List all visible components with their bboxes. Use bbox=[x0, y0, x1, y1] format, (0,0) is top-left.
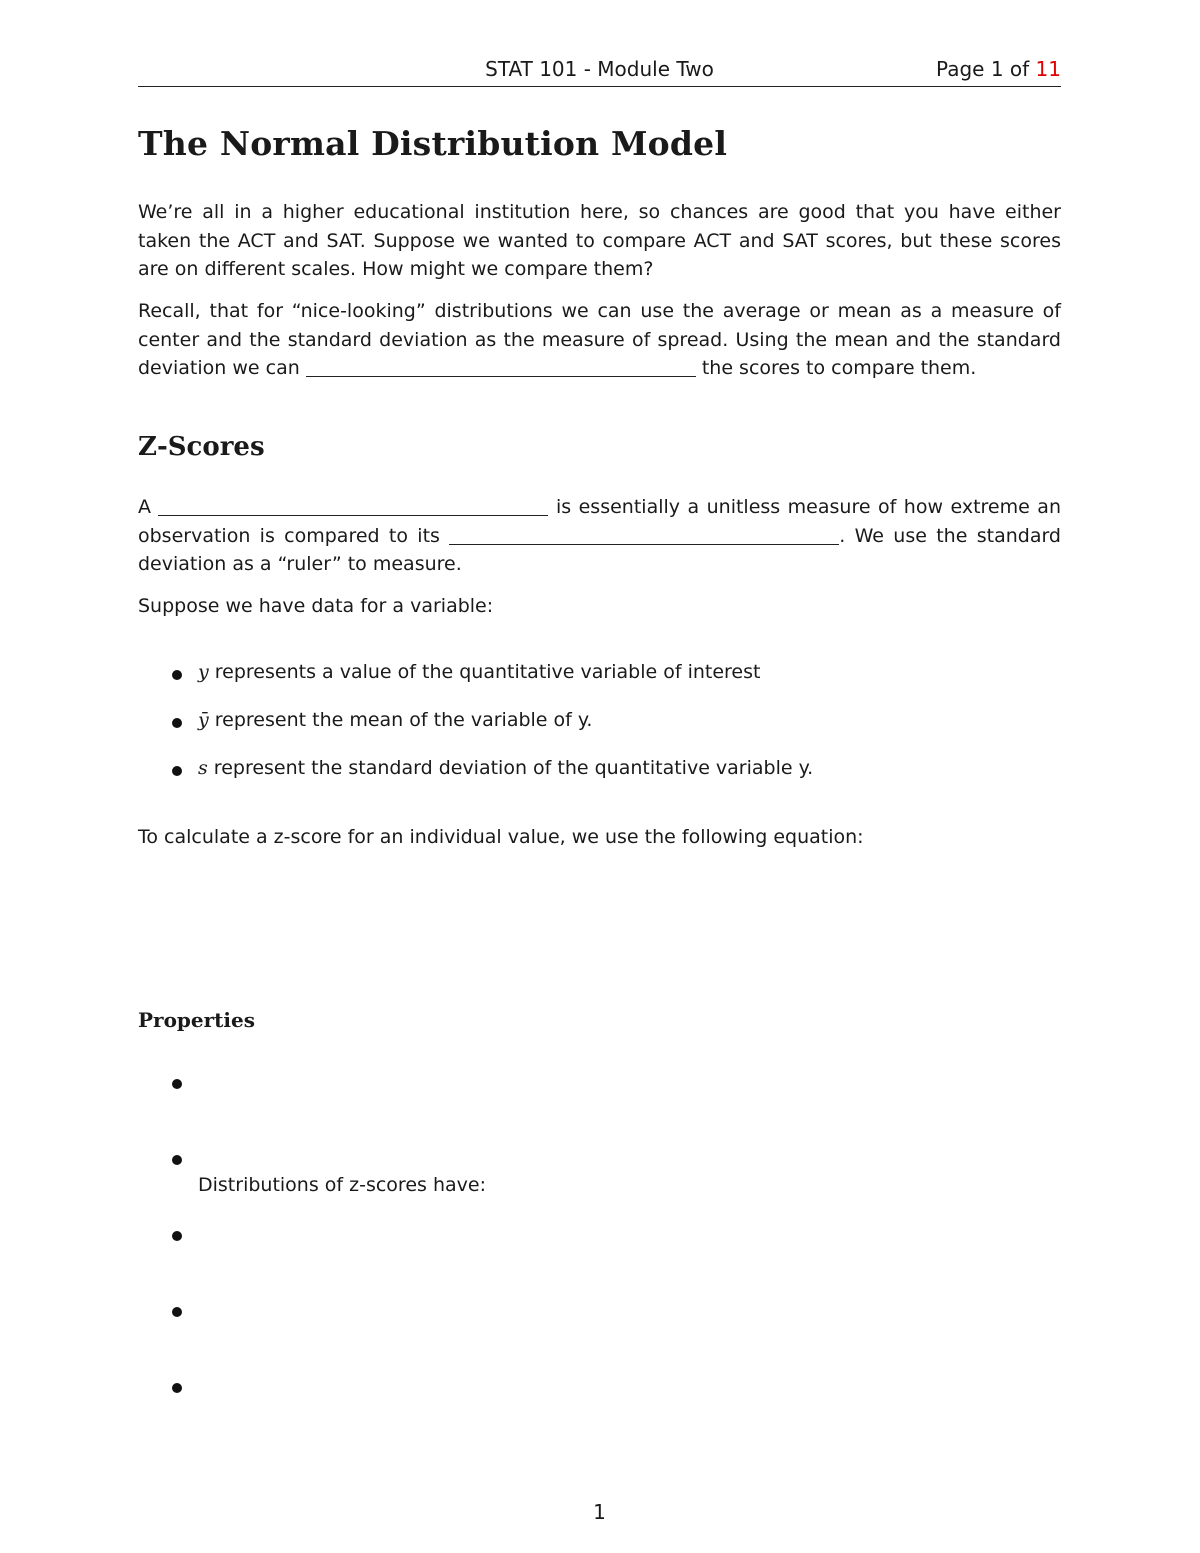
page-total-link[interactable]: 11 bbox=[1035, 57, 1061, 81]
document-page bbox=[138, 0, 1061, 1553]
page-indicator bbox=[936, 57, 1061, 81]
properties-heading: Properties bbox=[138, 1008, 255, 1032]
intro-p2-text-before: Recall, that for “nice-looking” distributions we can use the average or mean as a measure of center and the standard deviation as the measure of spread. Using the mean and the standard deviation we can bbox=[138, 300, 1061, 379]
zscore-def-b: is essentially a unitless measure of how extreme an observation is compared to its bbox=[138, 496, 1061, 547]
variable-intro: Suppose we have data for a variable: bbox=[138, 595, 494, 617]
symbol: ȳ bbox=[198, 709, 209, 731]
intro-paragraph-2 bbox=[138, 297, 1061, 383]
symbol: y bbox=[198, 661, 209, 683]
zscore-def-c: . We use the standard deviation as a “ruler” to measure. bbox=[138, 524, 1061, 575]
intro-p2-text-after: the scores to compare them. bbox=[695, 357, 977, 379]
list-item bbox=[198, 709, 592, 731]
course-title: STAT 101 - Module Two bbox=[485, 57, 714, 81]
bullet-icon bbox=[172, 1307, 182, 1317]
page-header bbox=[138, 56, 1061, 87]
document-title: The Normal Distribution Model bbox=[138, 124, 728, 163]
list-item-text: represents a value of the quantitative variable of interest bbox=[208, 661, 761, 683]
fill-in-blank-2 bbox=[158, 495, 548, 516]
intro-paragraph-1: We’re all in a higher educational institution here, so chances are good that you have either taken the ACT and SAT. Suppose we wanted to compare ACT and SAT scores, but these scores are on different scales. How might we compare them? bbox=[138, 201, 1061, 280]
bullet-icon bbox=[172, 1383, 182, 1393]
page-number: 1 bbox=[593, 1500, 606, 1524]
bullet-icon bbox=[172, 1079, 182, 1089]
list-item-text: represent the standard deviation of the quantitative variable y. bbox=[207, 757, 814, 779]
zscores-heading: Z-Scores bbox=[138, 432, 265, 462]
page-indicator-prefix: Page 1 of bbox=[936, 57, 1036, 81]
bullet-icon bbox=[172, 670, 182, 680]
zscore-def-a: A bbox=[138, 496, 159, 518]
list-item-text: represent the mean of the variable of y. bbox=[208, 709, 593, 731]
properties-subtext: Distributions of z-scores have: bbox=[198, 1174, 486, 1196]
zscore-definition bbox=[138, 493, 1061, 579]
fill-in-blank-1 bbox=[306, 356, 696, 377]
bullet-icon bbox=[172, 766, 182, 776]
equation-intro: To calculate a z-score for an individual value, we use the following equation: bbox=[138, 826, 864, 848]
bullet-icon bbox=[172, 1231, 182, 1241]
bullet-icon bbox=[172, 1155, 182, 1165]
symbol: s bbox=[198, 757, 208, 779]
bullet-icon bbox=[172, 718, 182, 728]
list-item bbox=[198, 661, 760, 683]
list-item bbox=[198, 757, 813, 779]
fill-in-blank-3 bbox=[449, 524, 839, 545]
